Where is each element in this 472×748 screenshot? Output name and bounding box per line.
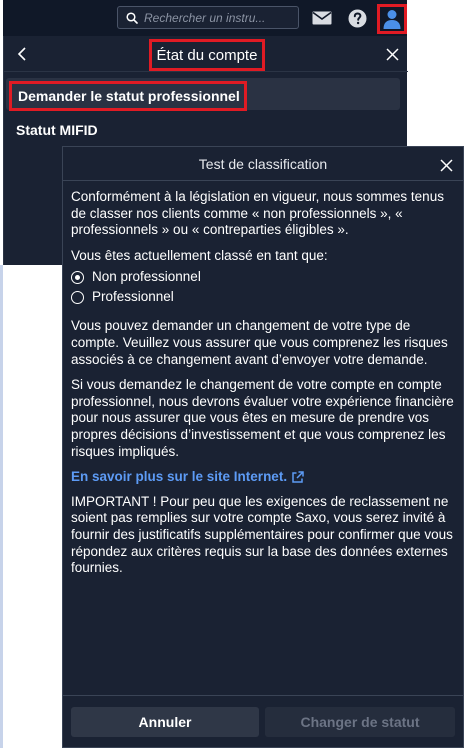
learn-more-link[interactable] [71,469,304,486]
top-bar [3,0,407,36]
dialog-close-button[interactable] [436,155,456,175]
option-professional[interactable] [71,287,457,307]
help-icon [348,9,367,28]
learn-more-link-label[interactable]: En savoir plus sur le site Internet. [71,469,288,485]
option-label: Professionnel [92,289,174,305]
user-icon [383,9,401,29]
mifid-status-item[interactable]: Statut MIFID [16,122,98,138]
dialog-title: Test de classification [198,156,328,172]
external-link-icon [291,471,304,484]
account-panel-close-button[interactable] [382,44,402,64]
search-input[interactable] [144,11,294,25]
intro-text: Conformément à la législation en vigueur, nous sommes tenus de classer nos clients comme « non professionnels », « professionnels » ou « contreparties éligibles ». [71,189,444,238]
dialog-footer [63,695,463,747]
account-panel-title: État du compte [149,39,265,71]
account-panel-header [4,36,408,72]
radio-non-professional[interactable] [71,271,84,284]
background-strip [0,265,3,748]
change-request-text: Vous pouvez demander un changement de votre type de compte. Veuillez vous assurer que vous comprenez les risques associés à ce changement avant d’envoyer votre demande. [71,318,448,367]
important-notice: IMPORTANT ! Pour peu que les exigences de reclassement ne soient pas remplies sur votre compte Saxo, vous serez invité à fournir des justificatifs supplémentaires pour confirmer que vous répondez aux critères requis sur la base des données externes fournies. [71,493,453,576]
instrument-search[interactable] [117,6,299,29]
request-professional-status-label[interactable]: Demander le statut professionnel [9,81,247,111]
mail-icon [312,11,332,25]
back-button[interactable] [12,44,32,64]
professional-evaluation-text: Si vous demandez le changement de votre compte en compte professionnel, nous devrons évaluer votre expérience financière pour nous assurer que vous êtes en mesure de prendre vos propres décisions d’investissement et que vous comprenez les risques impliqués. [71,377,454,459]
classification-dialog [62,146,464,748]
dialog-body [71,189,457,586]
current-classification-label: Vous êtes actuellement classé en tant que: [71,247,328,263]
classification-options [71,267,457,307]
dialog-header [63,147,463,181]
radio-professional[interactable] [71,291,84,304]
change-status-button[interactable]: Changer de statut [265,707,455,737]
user-button[interactable] [377,4,407,34]
close-icon [386,48,399,61]
mail-button[interactable] [311,8,333,28]
back-chevron-icon [17,47,27,61]
cancel-button[interactable]: Annuler [71,707,259,737]
help-button[interactable] [346,8,368,28]
option-label: Non professionnel [92,269,201,285]
close-icon [440,159,453,172]
option-non-professional[interactable] [71,267,457,287]
search-icon [126,12,138,24]
